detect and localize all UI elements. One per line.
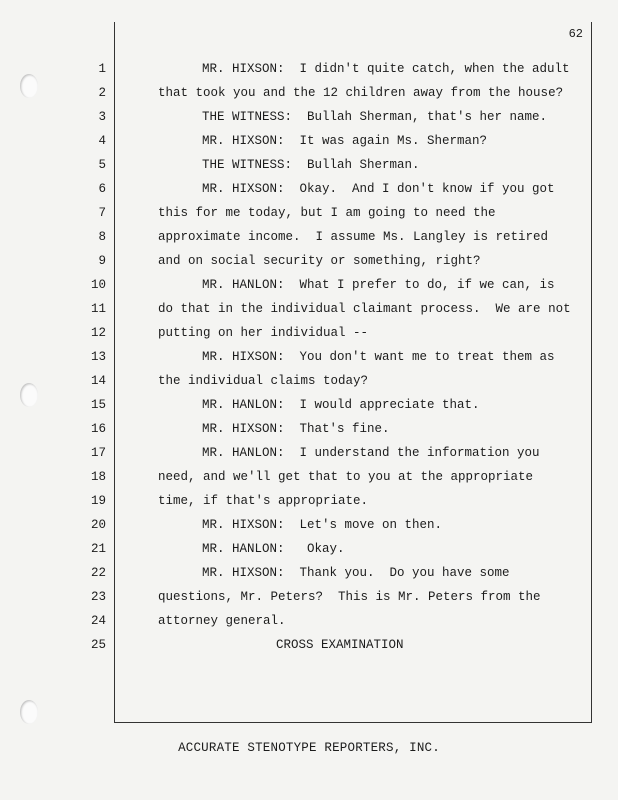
- punch-hole-top: [20, 74, 38, 98]
- line-number: 9: [98, 254, 106, 268]
- transcript-line: putting on her individual --: [158, 326, 369, 340]
- transcript-line: the individual claims today?: [158, 374, 369, 388]
- transcript-line: time, if that's appropriate.: [158, 494, 369, 508]
- transcript-line: need, and we'll get that to you at the appropriate: [158, 470, 534, 484]
- line-number: 3: [98, 110, 106, 124]
- line-number: 12: [90, 326, 106, 340]
- transcript-line: MR. HANLON: I would appreciate that.: [202, 398, 480, 412]
- punch-hole-middle: [20, 383, 38, 407]
- line-number: 1: [98, 62, 106, 76]
- transcript-line: do that in the individual claimant process. We are not: [158, 302, 571, 316]
- transcript-line: MR. HANLON: I understand the information you: [202, 446, 540, 460]
- line-number: 2: [98, 86, 106, 100]
- reporter-footer: ACCURATE STENOTYPE REPORTERS, INC.: [178, 741, 440, 755]
- line-number: 14: [90, 374, 106, 388]
- line-number: 23: [90, 590, 106, 604]
- line-number: 21: [90, 542, 106, 556]
- punch-hole-bottom: [20, 700, 38, 724]
- transcript-line: questions, Mr. Peters? This is Mr. Peters from the: [158, 590, 541, 604]
- page-number: 62: [568, 27, 583, 41]
- transcript-line: MR. HIXSON: I didn't quite catch, when the adult: [202, 62, 570, 76]
- transcript-line: MR. HIXSON: It was again Ms. Sherman?: [202, 134, 488, 148]
- transcript-line: MR. HIXSON: Let's move on then.: [202, 518, 443, 532]
- transcript-line: MR. HIXSON: You don't want me to treat them as: [202, 350, 555, 364]
- transcript-line: MR. HANLON: Okay.: [202, 542, 345, 556]
- transcript-line: THE WITNESS: Bullah Sherman.: [202, 158, 420, 172]
- line-number: 19: [90, 494, 106, 508]
- line-number: 16: [90, 422, 106, 436]
- transcript-line: THE WITNESS: Bullah Sherman, that's her name.: [202, 110, 548, 124]
- transcript-line: that took you and the 12 children away from the house?: [158, 86, 564, 100]
- line-number: 6: [98, 182, 106, 196]
- line-number: 13: [90, 350, 106, 364]
- transcript-line: approximate income. I assume Ms. Langley is retired: [158, 230, 549, 244]
- line-number: 11: [90, 302, 106, 316]
- line-number: 8: [98, 230, 106, 244]
- line-number: 25: [90, 638, 106, 652]
- line-number: 5: [98, 158, 106, 172]
- transcript-line: this for me today, but I am going to need the: [158, 206, 496, 220]
- line-number: 10: [90, 278, 106, 292]
- line-number: 17: [90, 446, 106, 460]
- line-number: 20: [90, 518, 106, 532]
- line-number: 4: [98, 134, 106, 148]
- line-number: 24: [90, 614, 106, 628]
- transcript-line: attorney general.: [158, 614, 286, 628]
- transcript-line: MR. HIXSON: Thank you. Do you have some: [202, 566, 510, 580]
- section-heading: CROSS EXAMINATION: [276, 638, 404, 652]
- line-number: 7: [98, 206, 106, 220]
- transcript-line: MR. HIXSON: That's fine.: [202, 422, 390, 436]
- transcript-line: MR. HANLON: What I prefer to do, if we can, is: [202, 278, 555, 292]
- transcript-line: and on social security or something, right?: [158, 254, 481, 268]
- line-number: 18: [90, 470, 106, 484]
- line-number: 15: [90, 398, 106, 412]
- line-number: 22: [90, 566, 106, 580]
- transcript-line: MR. HIXSON: Okay. And I don't know if you got: [202, 182, 555, 196]
